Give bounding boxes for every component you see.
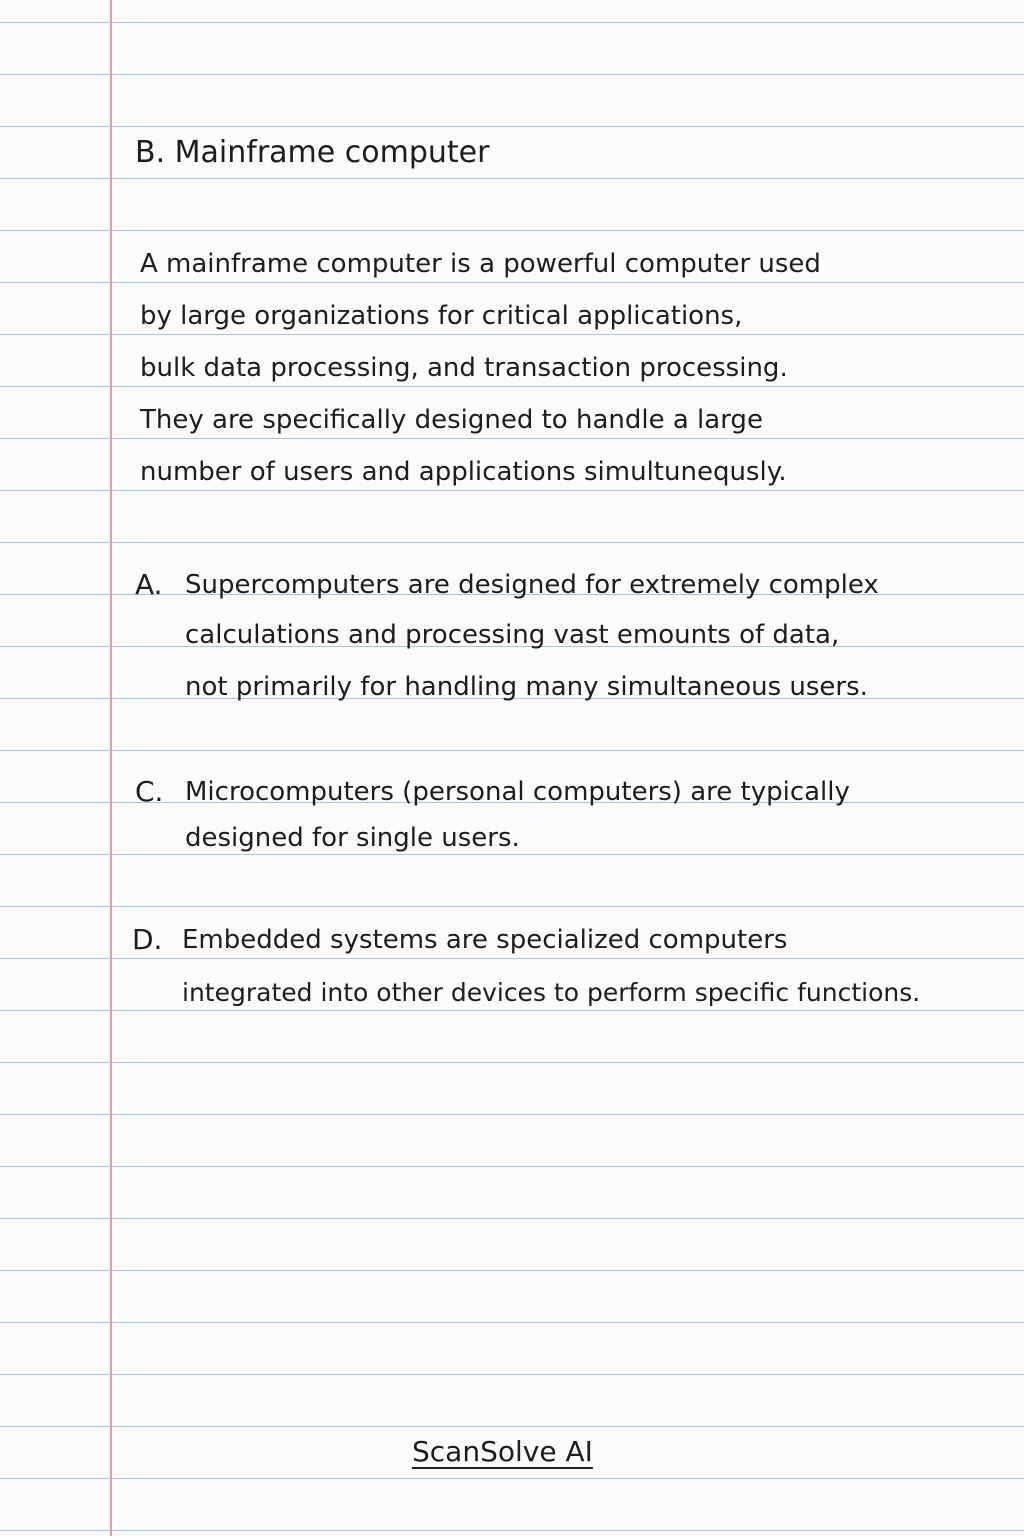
option-line: designed for single users.: [185, 823, 520, 853]
ruled-line: [0, 1374, 1024, 1375]
paragraph-line: They are specifically designed to handle a large: [140, 405, 763, 435]
paragraph-line: bulk data processing, and transaction processing.: [140, 353, 788, 383]
ruled-line: [0, 750, 1024, 751]
paragraph-line: A mainframe computer is a powerful computer used: [140, 249, 821, 279]
paragraph-line: number of users and applications simultunequsly.: [140, 457, 787, 487]
ruled-line: [0, 1530, 1024, 1531]
paragraph-line: by large organizations for critical applications,: [140, 301, 743, 331]
ruled-line: [0, 1270, 1024, 1271]
ruled-line: [0, 74, 1024, 75]
option-line: not primarily for handling many simultaneous users.: [185, 672, 868, 702]
ruled-line: [0, 1062, 1024, 1063]
ruled-line: [0, 1218, 1024, 1219]
ruled-line: [0, 22, 1024, 23]
ruled-line: [0, 542, 1024, 543]
ruled-line: [0, 1322, 1024, 1323]
ruled-line: [0, 906, 1024, 907]
ruled-line: [0, 1166, 1024, 1167]
option-line: integrated into other devices to perform specific functions.: [182, 978, 921, 1007]
option-line: Supercomputers are designed for extremely complex: [185, 570, 879, 600]
option-label: D.: [132, 923, 163, 956]
ruled-line: [0, 230, 1024, 231]
option-label: A.: [135, 568, 163, 601]
option-label: C.: [135, 775, 164, 808]
answer-heading: B. Mainframe computer: [135, 135, 490, 170]
margin-line: [110, 0, 112, 1536]
ruled-line: [0, 1114, 1024, 1115]
footer-signature: ScanSolve AI: [412, 1435, 593, 1468]
option-line: Microcomputers (personal computers) are typically: [185, 777, 850, 807]
option-line: Embedded systems are specialized computers: [182, 925, 788, 955]
ruled-line: [0, 1478, 1024, 1479]
option-line: calculations and processing vast emounts of data,: [185, 620, 840, 650]
